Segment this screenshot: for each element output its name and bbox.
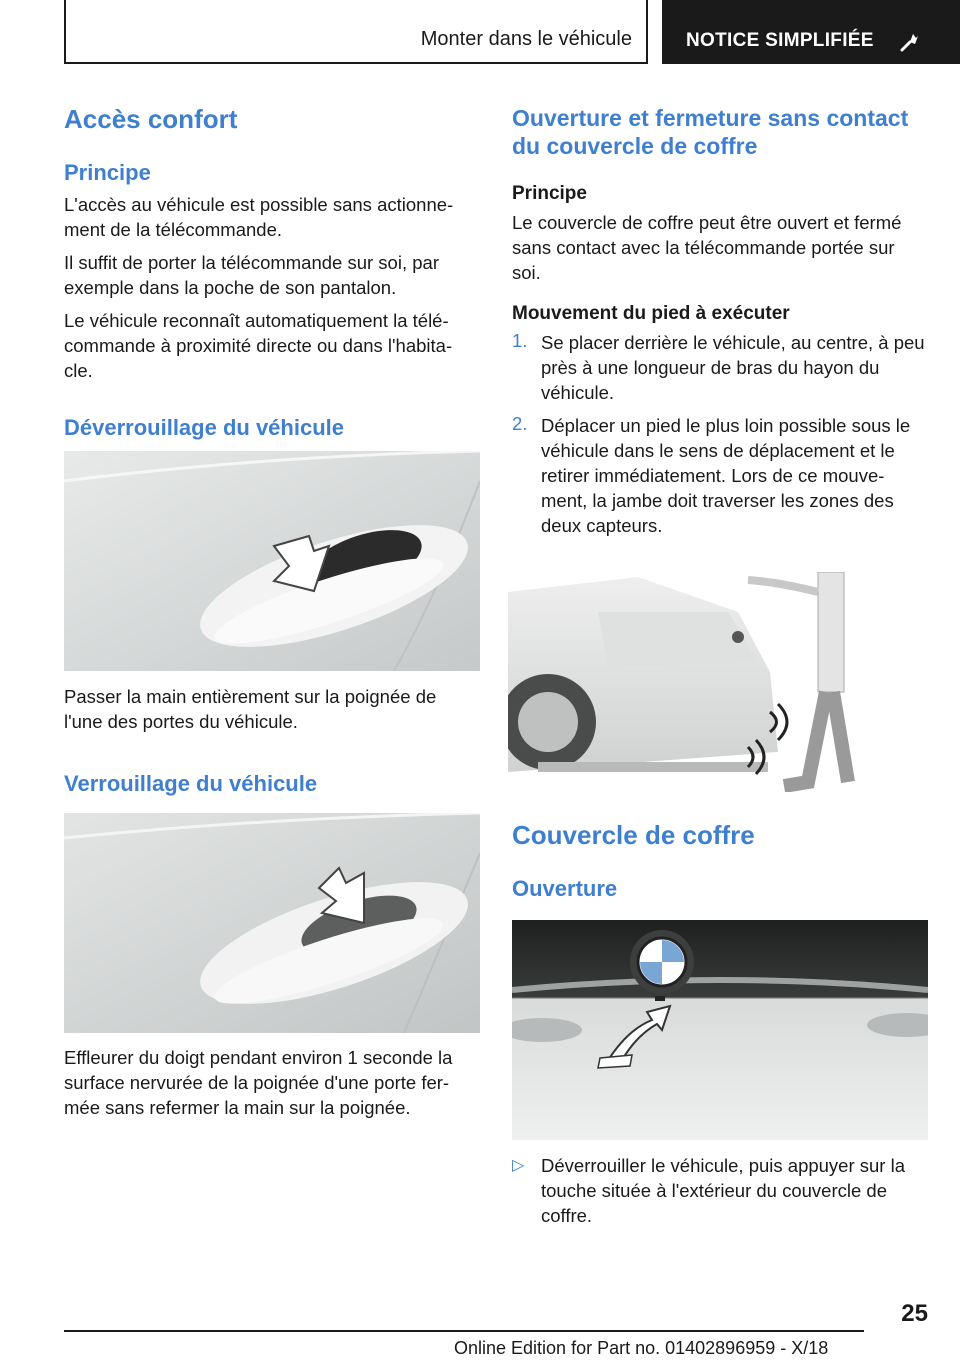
heading-trunk-lid: Couvercle de coffre (512, 820, 755, 850)
paragraph-recognition: Le véhicule reconnaît automatiquement la télé-commande à proximité directe ou dans l'habita-cle. (64, 310, 453, 381)
step-text-2: Déplacer un pied le plus loin possible sous le véhicule dans le sens de déplacement et le retirer immédiatement. Lors de ce mouve-ment, la jambe doit traverser les zones des deux capteurs. (541, 415, 911, 536)
heading-lock: Verrouillage du véhicule (64, 771, 318, 796)
wrench-icon (898, 30, 920, 52)
bullet-text: Déverrouiller le véhicule, puis appuyer sur la touche située à l'extérieur du couvercle de coffre. (541, 1155, 906, 1226)
heading-principe-right: Principe (512, 183, 587, 204)
right-column-2 (512, 820, 928, 902)
image-car-rear-sensors (508, 572, 862, 792)
right-column (512, 104, 928, 538)
header-section-box (64, 0, 648, 64)
paragraph-lock: Effleurer du doigt pendant environ 1 seconde la surface nervurée de la poignée d'une porte fer-mée sans refermer la main sur la poignée. (64, 1047, 453, 1118)
image-door-handle-unlock (64, 451, 480, 671)
step-item-2 (512, 413, 928, 538)
left-column (64, 104, 468, 441)
bullet-arrow-icon: ▷ (512, 1157, 525, 1174)
header-badge-label: NOTICE SIMPLIFIÉE (686, 30, 874, 51)
title-acces-confort: Accès confort (64, 104, 238, 134)
footer-edition: Online Edition for Part no. 01402896959 - X/18 (454, 1338, 829, 1358)
paragraph-access: L'accès au véhicule est possible sans actionne-ment de la télécommande. (64, 194, 454, 240)
page-number: 25 (901, 1300, 928, 1327)
heading-foot-movement: Mouvement du pied à exécuter (512, 303, 790, 324)
bullet-item (512, 1153, 928, 1228)
heading-opening: Ouverture (512, 876, 618, 901)
heading-unlock: Déverrouillage du véhicule (64, 415, 344, 440)
image-door-handle-lock (64, 813, 480, 1033)
step-number-2: 2. (512, 413, 528, 434)
paragraph-unlock: Passer la main entièrement sur la poignée de l'une des portes du véhicule. (64, 686, 437, 732)
left-column-3 (64, 1045, 468, 1120)
heading-principe-left: Principe (64, 160, 151, 185)
footer-rule (64, 1330, 864, 1332)
header-badge (662, 0, 960, 64)
header-section-title: Monter dans le véhicule (420, 28, 632, 50)
right-column-3 (512, 1153, 928, 1228)
title-contactless-trunk: Ouverture et fermeture sans contact du couvercle de coffre (512, 105, 909, 159)
left-column-2 (64, 684, 468, 797)
step-item-1 (512, 330, 928, 405)
image-trunk-button (512, 920, 928, 1140)
step-text-1: Se placer derrière le véhicule, au centre, à peu près à une longueur de bras du hayon du véhicule. (541, 332, 925, 403)
paragraph-carry-remote: Il suffit de porter la télécommande sur soi, par exemple dans la poche de son pantalon. (64, 252, 439, 298)
step-number-1: 1. (512, 330, 528, 351)
paragraph-trunk-principle: Le couvercle de coffre peut être ouvert et fermé sans contact avec la télécommande portée sur soi. (512, 212, 902, 283)
